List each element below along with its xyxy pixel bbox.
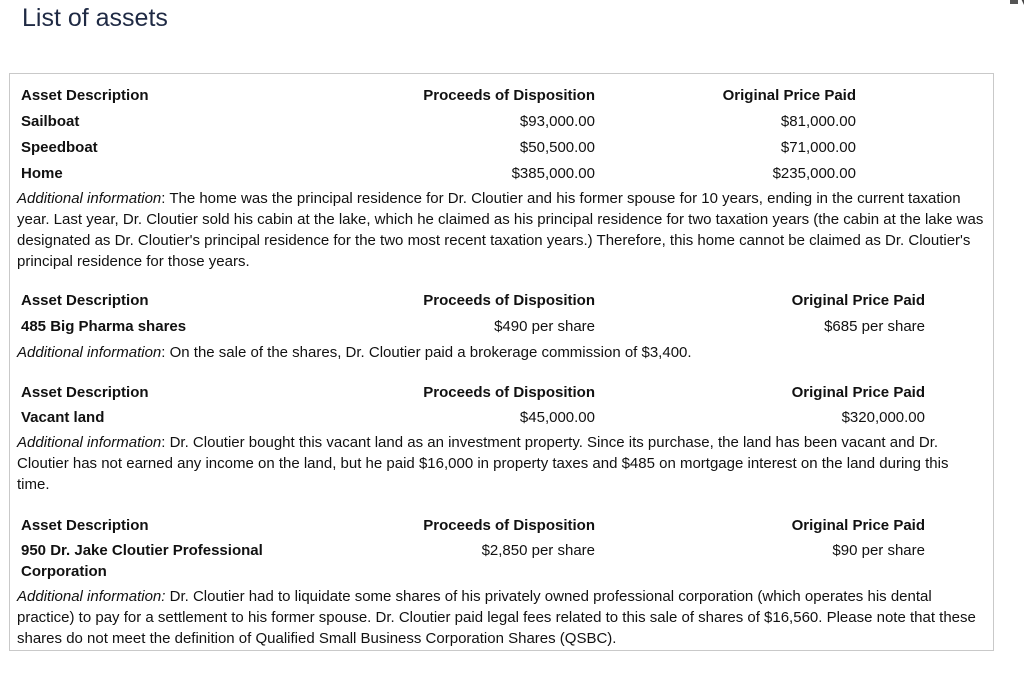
header-proceeds: Proceeds of Disposition [423,384,595,401]
header-proceeds: Proceeds of Disposition [423,517,595,534]
header-asset-description: Asset Description [21,292,149,309]
asset-proceeds: $45,000.00 [519,409,595,426]
header-asset-description: Asset Description [21,517,149,534]
assets-panel [9,73,994,651]
asset-proceeds: $50,500.00 [519,139,595,156]
asset-name: 950 Dr. Jake Cloutier Professional [21,542,263,559]
additional-information [17,188,985,272]
asset-proceeds: $93,000.00 [519,113,595,130]
page-title: List of assets [22,4,168,32]
additional-information [17,586,985,649]
asset-original-price: $320,000.00 [841,409,925,426]
header-original-price: Original Price Paid [722,87,856,104]
asset-name: Sailboat [21,113,80,130]
header-asset-description: Asset Description [21,384,149,401]
asset-proceeds: $490 per share [494,318,595,335]
asset-name-continued: Corporation [21,563,107,580]
asset-proceeds: $2,850 per share [481,542,595,559]
header-proceeds: Proceeds of Disposition [423,87,595,104]
asset-name: Home [21,165,63,182]
additional-information [17,342,985,363]
header-original-price: Original Price Paid [791,517,925,534]
header-proceeds: Proceeds of Disposition [423,292,595,309]
info-label [17,588,165,605]
window-control-icon[interactable] [1010,0,1024,6]
info-text: : The home was the principal residence for Dr. Cloutier and his former spouse for 10 years, ending in the current taxation year. Last year, Dr. Cloutier sold his cabin at the lake, which he claimed as his principal residence for two taxation years (the cabin at the lake was designated as Dr. Cloutier's principal residence for the two most recent taxation years.) Therefore, this home cannot be claimed as Dr. Cloutier's principal residence for those years. [17,190,984,270]
additional-information [17,432,985,495]
asset-original-price: $90 per share [832,542,925,559]
info-text: Dr. Cloutier had to liquidate some shares of his privately owned professional corporation (which operates his dental practice) to pay for a settlement to his former spouse. Dr. Cloutier paid legal fees related to this sale of shares of $16,560. Please note that these shares do not meet the definition of Qualified Small Business Corporation Shares (QSBC). [17,588,976,647]
asset-name: Vacant land [21,409,105,426]
asset-name: Speedboat [21,139,98,156]
header-asset-description: Asset Description [21,87,149,104]
asset-name: 485 Big Pharma shares [21,318,187,335]
asset-original-price: $71,000.00 [780,139,856,156]
asset-original-price: $685 per share [824,318,925,335]
asset-original-price: $235,000.00 [772,165,856,182]
info-text: : Dr. Cloutier bought this vacant land as an investment property. Since its purchase, the land has been vacant and Dr. Cloutier has not earned any income on the land, but he paid $16,000 in property taxes and $485 on mortgage interest on the land during this time. [17,434,949,493]
header-original-price: Original Price Paid [791,292,925,309]
info-label: Additional information [17,190,162,207]
info-text: : On the sale of the shares, Dr. Cloutier paid a brokerage commission of $3,400. [161,344,692,361]
info-label: Additional information [17,344,162,361]
info-label-colon: : [161,588,166,605]
asset-original-price: $81,000.00 [780,113,856,130]
info-label: Additional information [17,434,162,451]
header-original-price: Original Price Paid [791,384,925,401]
asset-proceeds: $385,000.00 [511,165,595,182]
info-label-text: Additional information [17,588,162,605]
